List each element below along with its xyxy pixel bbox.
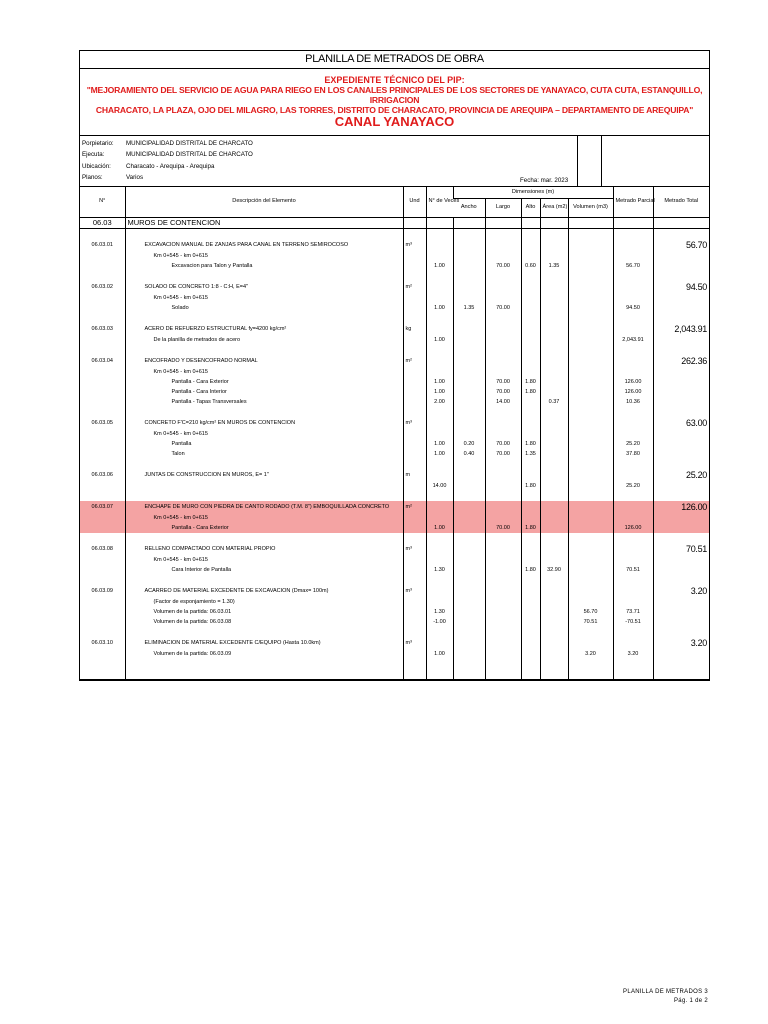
cell-total: 56.70 <box>653 239 709 251</box>
cell-desc: JUNTAS DE CONSTRUCCION EN MUROS, E= 1" <box>125 469 403 481</box>
info-block <box>80 136 709 187</box>
cell-desc: ENCOFRADO Y DESENCOFRADO NORMAL <box>125 355 403 367</box>
cell-largo: 14.00 <box>485 397 521 407</box>
cell-vol: 3.20 <box>568 649 613 659</box>
detail-row <box>80 607 709 617</box>
col-area: Área (m2) <box>540 198 568 217</box>
cell-total: 2,043.91 <box>653 323 709 335</box>
detail-row <box>80 565 709 575</box>
col-volumen: Volumen (m3) <box>568 198 613 217</box>
cell-parcial: 70.51 <box>613 565 653 575</box>
project-header <box>80 75 709 136</box>
planos-value: Varios <box>126 174 144 181</box>
planos-label: Planos: <box>82 174 103 181</box>
detail-row <box>80 303 709 313</box>
cell-und: m³ <box>403 417 426 429</box>
cell-veces: 1.30 <box>426 565 453 575</box>
cell-desc: RELLENO COMPACTADO CON MATERIAL PROPIO <box>125 543 403 555</box>
cell-desc: Volumen de la partida: 06.03.08 <box>125 617 403 627</box>
detail-row <box>80 387 709 397</box>
cell-und: m <box>403 469 426 481</box>
ejecuta-label: Ejecuta: <box>82 151 105 158</box>
cell-veces: 1.00 <box>426 523 453 533</box>
cell-largo: 70.00 <box>485 303 521 313</box>
item-row <box>80 417 709 429</box>
cell-desc: Km 0+545 - km 0+615 <box>125 513 403 523</box>
cell-code: 06.03.09 <box>91 587 113 594</box>
item-row <box>80 469 709 481</box>
detail-row <box>80 293 709 303</box>
detail-row <box>80 481 709 491</box>
cell-veces: 1.00 <box>426 449 453 459</box>
detail-row <box>80 397 709 407</box>
cell-desc: ACARREO DE MATERIAL EXCEDENTE DE EXCAVACION (Dmax= 100m) <box>125 585 403 597</box>
item-row <box>80 281 709 293</box>
cell-veces: 1.00 <box>426 303 453 313</box>
item-row <box>80 355 709 367</box>
cell-largo: 70.00 <box>485 523 521 533</box>
cell-desc: Cara Interior de Pantalla <box>125 565 403 575</box>
cell-code: 06.03.07 <box>80 501 125 513</box>
cell-alto: 1.35 <box>521 449 540 459</box>
cell-vol: 56.70 <box>568 607 613 617</box>
cell-veces: -1.00 <box>426 617 453 627</box>
cell-desc: Km 0+545 - km 0+615 <box>125 555 403 565</box>
item-row <box>80 543 709 555</box>
item-row <box>80 323 709 335</box>
cell-desc: Pantalla - Cara Exterior <box>125 523 403 533</box>
col-ancho: Ancho <box>460 204 477 210</box>
section-code: 06.03 <box>80 217 125 228</box>
cell-total: 126.00 <box>653 501 709 513</box>
cell-total: 25.20 <box>653 469 709 481</box>
metrados-sheet <box>79 50 710 681</box>
cell-parcial: 10.36 <box>613 397 653 407</box>
cell-veces: 1.00 <box>426 335 453 345</box>
spacer-row <box>80 627 709 637</box>
cell-alto: 1.80 <box>521 565 540 575</box>
cell-largo: 70.00 <box>485 377 521 387</box>
cell-code: 06.03.04 <box>91 357 113 364</box>
col-parcial: Metrado Parcial <box>613 187 653 217</box>
col-largo: Largo <box>485 198 521 217</box>
cell-parcial: 73.71 <box>613 607 653 617</box>
section-name: MUROS DE CONTENCION <box>125 217 403 228</box>
cell-total: 3.20 <box>653 585 709 597</box>
spacer-row <box>80 533 709 543</box>
col-total: Metrado Total <box>653 187 709 217</box>
spacer-row <box>80 459 709 469</box>
cell-veces: 1.00 <box>426 377 453 387</box>
cell-code: 06.03.08 <box>91 545 113 552</box>
cell-und: m² <box>403 501 426 513</box>
section-row <box>80 217 709 228</box>
cell-area: 0.37 <box>540 397 568 407</box>
cell-veces: 1.00 <box>426 387 453 397</box>
cell-code: 06.03.02 <box>91 283 113 290</box>
cell-largo: 70.00 <box>485 439 521 449</box>
col-dimensiones: Dimensiones (m) <box>453 187 613 198</box>
cell-total: 63.00 <box>653 417 709 429</box>
detail-row <box>80 649 709 659</box>
cell-desc: Pantalla - Tapas Transversales <box>125 397 403 407</box>
fecha: Fecha: mar. 2023 <box>520 177 569 184</box>
cell-code: 06.03.01 <box>91 241 113 248</box>
col-und: Und <box>403 187 426 217</box>
cell-area: 1.35 <box>540 261 568 271</box>
cell-alto: 1.80 <box>521 377 540 387</box>
detail-row <box>80 617 709 627</box>
cell-vol: 70.51 <box>568 617 613 627</box>
cell-und: m³ <box>403 543 426 555</box>
spacer-row <box>80 345 709 355</box>
cell-largo: 70.00 <box>485 261 521 271</box>
cell-alto: 1.80 <box>521 439 540 449</box>
detail-row <box>80 597 709 607</box>
cell-desc: De la planilla de metrados de acero <box>125 335 403 345</box>
item-row <box>80 239 709 251</box>
footer-sheet: PLANILLA DE METRADOS 3 <box>623 989 708 995</box>
cell-veces: 1.30 <box>426 607 453 617</box>
cell-und: kg <box>403 323 426 335</box>
cell-desc: Excavacion para Talon y Pantalla <box>125 261 403 271</box>
cell-und: m³ <box>403 637 426 649</box>
cell-desc: SOLADO DE CONCRETO 1:8 - C:H, E=4" <box>125 281 403 293</box>
cell-und: m³ <box>403 585 426 597</box>
detail-row <box>80 513 709 523</box>
project-line-1: EXPEDIENTE TÉCNICO DEL PIP: <box>324 75 465 85</box>
cell-desc <box>125 481 403 491</box>
cell-parcial: 56.70 <box>613 261 653 271</box>
detail-row <box>80 439 709 449</box>
cell-veces: 1.00 <box>426 261 453 271</box>
cell-veces: 1.00 <box>426 439 453 449</box>
ejecuta-value: MUNICIPALIDAD DISTRITAL DE CHARCATO <box>126 151 253 158</box>
detail-row <box>80 523 709 533</box>
ubicacion-value: Characato - Arequipa - Arequipa <box>126 163 215 170</box>
detail-row <box>80 555 709 565</box>
cell-parcial: 126.00 <box>613 387 653 397</box>
project-line-2: "MEJORAMIENTO DEL SERVICIO DE AGUA PARA RIEGO EN LOS CANALES PRINCIPALES DE LOS SECTORES DE YANAYACO, CUTA CUTA, ESTANQUILLO, IRRIGACION <box>86 85 703 105</box>
cell-parcial: 37.80 <box>613 449 653 459</box>
spacer-row <box>80 407 709 417</box>
metrados-table <box>80 187 709 680</box>
cell-ancho: 0.20 <box>453 439 485 449</box>
cell-desc: Solado <box>125 303 403 313</box>
cell-total: 262.36 <box>653 355 709 367</box>
spacer-row <box>80 575 709 585</box>
cell-desc: Pantalla - Cara Interior <box>125 387 403 397</box>
cell-desc: Volumen de la partida: 06.03.09 <box>125 649 403 659</box>
propietario-label: Porpietario: <box>82 140 114 147</box>
cell-code: 06.03.05 <box>91 419 113 426</box>
spacer-row <box>80 313 709 323</box>
cell-alto: 1.80 <box>521 387 540 397</box>
cell-veces: 2.00 <box>426 397 453 407</box>
detail-row <box>80 251 709 261</box>
ubicacion-label: Ubicación: <box>82 163 111 170</box>
cell-alto: 1.80 <box>521 481 540 491</box>
cell-und: m³ <box>403 239 426 251</box>
cell-largo: 70.00 <box>485 387 521 397</box>
cell-desc: Km 0+545 - km 0+615 <box>125 429 403 439</box>
item-row <box>80 501 709 513</box>
cell-desc: Pantalla <box>125 439 403 449</box>
page-footer <box>623 988 708 1006</box>
cell-desc: Km 0+545 - km 0+615 <box>125 367 403 377</box>
cell-parcial: 3.20 <box>613 649 653 659</box>
detail-row <box>80 261 709 271</box>
cell-ancho: 0.40 <box>453 449 485 459</box>
cell-desc: Km 0+545 - km 0+615 <box>125 251 403 261</box>
detail-row <box>80 377 709 387</box>
cell-code: 06.03.06 <box>91 471 113 478</box>
detail-row <box>80 449 709 459</box>
col-desc: Descripción del Elemento <box>125 187 403 217</box>
sheet-title: PLANILLA DE METRADOS DE OBRA <box>80 51 709 69</box>
project-line-3: CHARACATO, LA PLAZA, OJO DEL MILAGRO, LAS TORRES, DISTRITO DE CHARACATO, PROVINCIA DE AREQUIPA – DEPARTAMENTO DE AREQUIPA" <box>95 105 694 115</box>
col-n: N° <box>99 198 106 205</box>
cell-parcial: 25.20 <box>613 481 653 491</box>
footer-page: Pág. 1 de 2 <box>674 998 708 1004</box>
item-row <box>80 585 709 597</box>
cell-desc: Talon <box>125 449 403 459</box>
cell-desc: Volumen de la partida: 06.03.01 <box>125 607 403 617</box>
cell-desc: Km 0+545 - km 0+615 <box>125 293 403 303</box>
spacer-row <box>80 271 709 281</box>
item-row <box>80 637 709 649</box>
cell-desc: ACERO DE REFUERZO ESTRUCTURAL fy=4200 kg/cm² <box>125 323 403 335</box>
cell-area: 32.90 <box>540 565 568 575</box>
cell-desc: EXCAVACION MANUAL DE ZANJAS PARA CANAL EN TERRENO SEMIROCOSO <box>125 239 403 251</box>
cell-total: 94.50 <box>653 281 709 293</box>
detail-row <box>80 335 709 345</box>
cell-und: m² <box>403 355 426 367</box>
cell-und: m² <box>403 281 426 293</box>
cell-parcial: 126.00 <box>613 523 653 533</box>
cell-code: 06.03.03 <box>91 325 113 332</box>
cell-parcial: 94.50 <box>613 303 653 313</box>
cell-desc: ELIMINACION DE MATERIAL EXCEDENTE C/EQUIPO (Hasta 10.0km) <box>125 637 403 649</box>
spacer-row <box>80 228 709 239</box>
cell-largo: 70.00 <box>485 449 521 459</box>
spacer-row <box>80 669 709 680</box>
col-veces: N° de Veces <box>426 187 453 217</box>
cell-desc: (Factor de esponjamiento = 1.30) <box>125 597 403 607</box>
cell-parcial: -70.51 <box>613 617 653 627</box>
cell-veces: 1.00 <box>426 649 453 659</box>
cell-alto: 0.60 <box>521 261 540 271</box>
spacer-row <box>80 659 709 669</box>
cell-desc: ENCHAPE DE MURO CON PIEDRA DE CANTO RODADO (T.M. 8") EMBOQUILLADA CONCRETO <box>125 501 403 513</box>
cell-desc: CONCRETO F'C=210 kg/cm² EN MUROS DE CONTENCION <box>125 417 403 429</box>
project-name: CANAL YANAYACO <box>334 114 455 129</box>
cell-alto: 1.80 <box>521 523 540 533</box>
cell-total: 70.51 <box>653 543 709 555</box>
detail-row <box>80 367 709 377</box>
cell-veces: 14.00 <box>426 481 453 491</box>
cell-parcial: 25.20 <box>613 439 653 449</box>
cell-parcial: 126.00 <box>613 377 653 387</box>
cell-ancho: 1.35 <box>453 303 485 313</box>
detail-row <box>80 429 709 439</box>
propietario-value: MUNICIPALIDAD DISTRITAL DE CHARCATO <box>126 140 253 147</box>
cell-total: 3.20 <box>653 637 709 649</box>
cell-code: 06.03.10 <box>91 639 113 646</box>
cell-parcial: 2,043.91 <box>613 335 653 345</box>
cell-desc: Pantalla - Cara Exterior <box>125 377 403 387</box>
spacer-row <box>80 491 709 501</box>
col-alto: Alto <box>521 198 540 217</box>
